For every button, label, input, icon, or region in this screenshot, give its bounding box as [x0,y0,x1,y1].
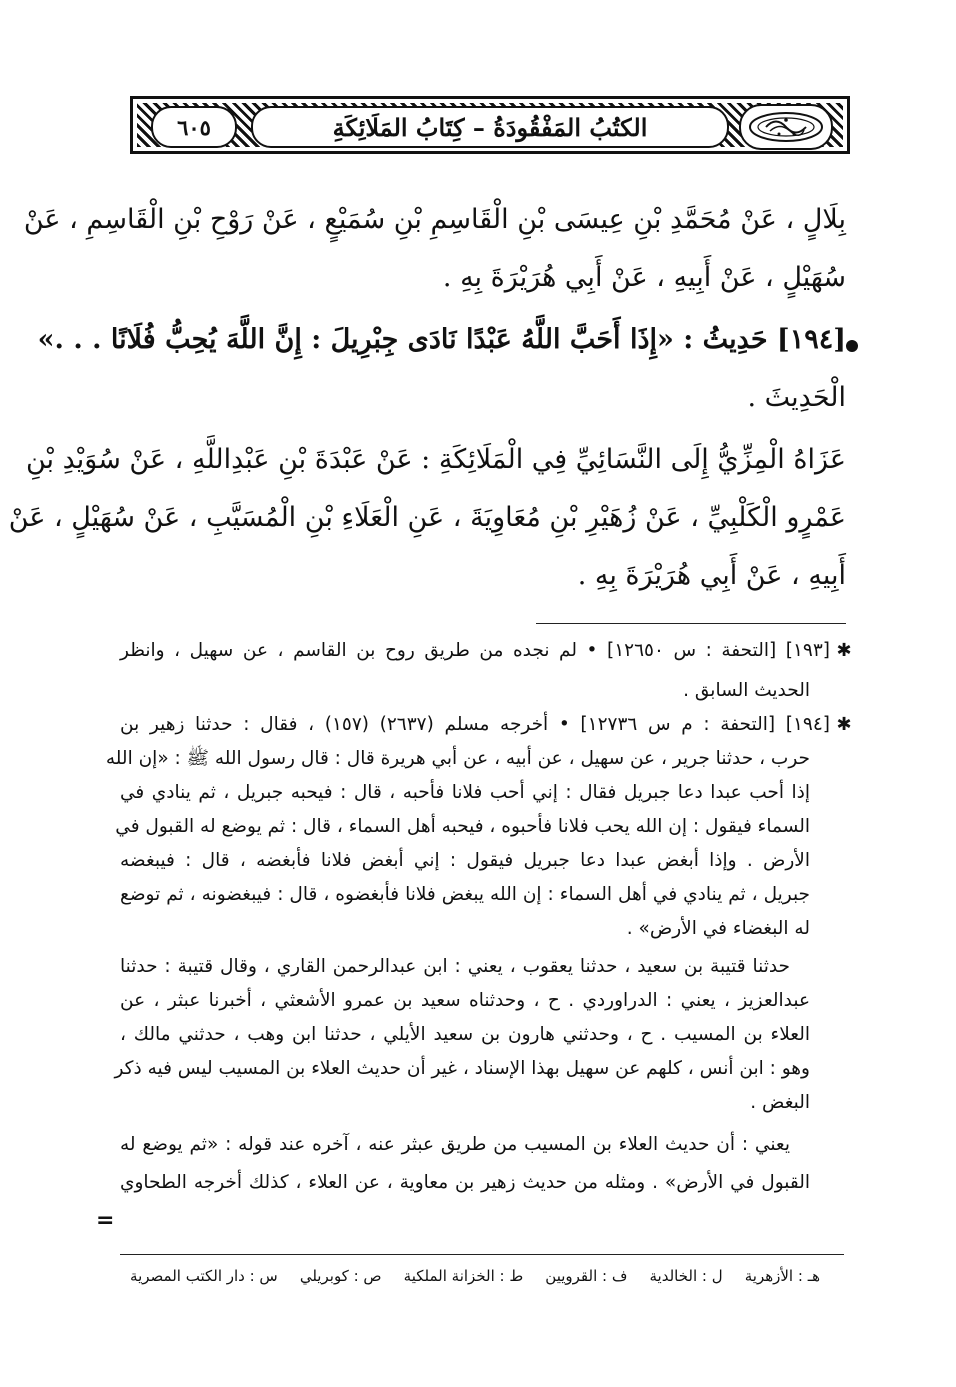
bullet-icon [846,340,858,352]
asterisk-icon: ✱ [836,714,852,735]
publisher-logo-icon [746,110,826,144]
footnote-line: الحديث السابق . [683,680,810,701]
legend-item: هـ : الأزهرية [744,1267,820,1285]
main-line: سُهَيْلٍ ، عَنْ أَبِيهِ ، عَنْ أَبِي هُرَيْرَةَ بِهِ . [442,262,846,293]
asterisk-icon: ✱ [836,640,852,661]
footnote-line: السماء فيقول : إن الله يحب فلانا فأحبوه ، فيحبه أهل السماء ، قال : ثم يوضع له القبول في [115,816,810,837]
legend-item: س : دار الكتب المصرية [130,1267,278,1285]
footnote-line: يعني : أن حديث العلاء بن المسيب من طريق عبثر عنه ، آخره عند قوله : «ثم يوضع له [120,1134,790,1155]
hadith-heading: [١٩٤] حَدِيثُ : «إِذَا أَحَبَّ اللَّهُ عَبْدًا نَادَى جِبْرِيلَ : إِنَّ اللَّهَ يُحِبُّ فُلَانًا . . .» [37,324,846,355]
footnote-line: وهو : ابن أنس ، كلهم عن سهيل بهذا الإسناد ، غير أن حديث العلاء بن المسيب ليس فيه ذكر [114,1058,810,1079]
footnote-line: له البغضاء في الأرض» . [626,918,810,939]
footnote-line: حدثنا قتيبة بن سعيد ، حدثنا يعقوب ، يعني : ابن عبدالرحمن القاري ، وقال قتيبة : حدثنا [120,956,790,977]
footnote-line: عبدالعزيز ، يعني : الدراوردي . ح ، وحدثناه سعيد بن عمرو الأشعثي ، أخبرنا عبثر ، عن [120,990,810,1011]
main-line: أَبِيهِ ، عَنْ أَبِي هُرَيْرَةَ بِهِ . [577,560,846,591]
footnote-line: العلاء بن المسيب . ح ، وحدثني هارون بن سعيد الأيلي ، حدثنا ابن وهب ، حدثني مالك ، [120,1024,810,1045]
footnote-line: البغض . [750,1092,810,1113]
legend-rule [120,1254,844,1255]
legend-item: ص : كوبريلي [299,1267,382,1285]
manuscript-legend [130,1262,820,1290]
main-line: عَزَاهُ الْمِزِّيُّ إِلَى النَّسَائِيِّ فِي الْمَلَائِكَةِ : عَنْ عَبْدَةَ بْنِ عَبْدِاللَّهِ ، عَنْ سُوَيْدِ بْنِ [25,444,846,475]
main-line: عَمْرٍو الْكَلْبِيِّ ، عَنْ زُهَيْرِ بْنِ مُعَاوِيَةَ ، عَنِ الْعَلَاءِ بْنِ الْمُسَيَّبِ ، عَنْ سُهَيْلٍ ، عَنْ [8,502,846,533]
footnote-line: جبريل ، ثم ينادي في أهل السماء : إن الله يبغض فلانا فأبغضوه ، قال : فيبغضونه ، ثم توضع [120,884,810,905]
footnote-separator [536,623,846,624]
page-header [130,96,850,154]
footnote-line: [١٩٤] [التحفة : م س ١٢٧٣٦] • أخرجه مسلم (٢٦٣٧) (١٥٧) ، فقال : حدثنا زهير بن [120,714,830,735]
footnote-line: إذا أحب عبدا دعا جبريل فقال : إني أحب فلانا فأحبه ، قال : فيحبه جبريل ، ثم ينادي في [120,782,810,803]
footnote-line: القبول في الأرض» . ومثله من حديث زهير بن معاوية ، عن العلاء ، كذلك أخرجه الطحاوي [120,1172,810,1193]
legend-item: ل : الخالدية [649,1267,723,1285]
footnote-line: حرب ، حدثنا جرير ، عن سهيل ، عن أبيه ، عن أبي هريرة قال : قال رسول الله ﷺ : «إن الله [105,748,810,769]
main-line: بِلَالٍ ، عَنْ مُحَمَّدِ بْنِ عِيسَى بْنِ الْقَاسِمِ بْنِ سُمَيْعٍ ، عَنْ رَوْحِ بْنِ الْقَاسِمِ ، عَنْ [23,204,846,235]
footnote-line: الأرض . وإذا أبغض عبدا دعا جبريل فيقول : إني أبغض فلانا فأبغضه ، قال : فيبغضه [120,850,810,871]
publisher-logo [739,104,833,150]
continuation-mark: = [96,1208,115,1233]
legend-item: ف : القرويين [545,1267,628,1285]
main-line: الْحَدِيثَ . [747,382,846,413]
page-number: ٦٠٥ [151,106,237,148]
footnote-line: [١٩٣] [التحفة : س ١٢٦٥٠] • لم نجده من طريق روح بن القاسم ، عن سهيل ، وانظر [120,640,830,661]
running-title: الكتُبُ المَفْقُودَةُ – كِتَابُ المَلَائِكَةِ [251,106,729,148]
legend-item: ط : الخزانة الملكية [403,1267,524,1285]
